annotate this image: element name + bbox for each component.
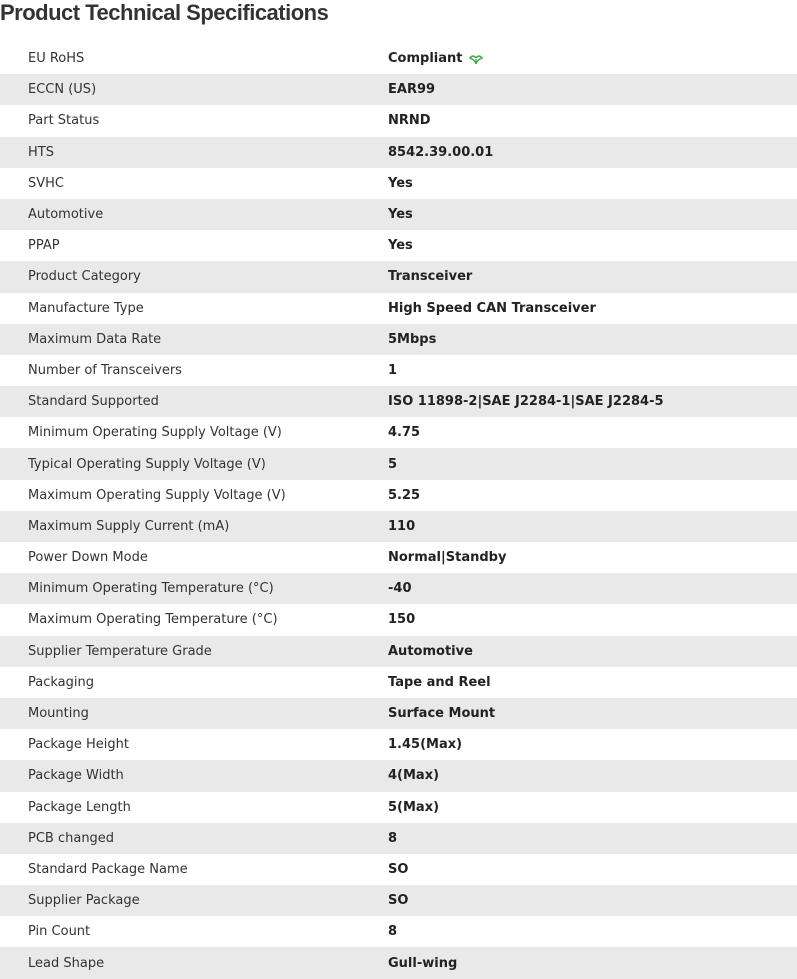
spec-value-text: 4.75 bbox=[388, 425, 421, 441]
spec-row bbox=[0, 698, 797, 729]
spec-value-text: 8542.39.00.01 bbox=[388, 144, 494, 160]
spec-value bbox=[388, 145, 797, 160]
spec-value-text: Yes bbox=[388, 238, 413, 254]
spec-row bbox=[0, 293, 797, 324]
spec-value-text: NRND bbox=[388, 113, 431, 129]
spec-label: HTS bbox=[28, 144, 54, 160]
spec-label: Lead Shape bbox=[28, 955, 105, 971]
spec-label: Maximum Operating Temperature (°C) bbox=[28, 612, 278, 628]
spec-row bbox=[0, 168, 797, 199]
spec-label: Minimum Operating Temperature (°C) bbox=[28, 581, 274, 597]
spec-row bbox=[0, 43, 797, 74]
spec-value bbox=[388, 488, 797, 503]
spec-label: Supplier Temperature Grade bbox=[28, 643, 212, 659]
spec-label: Mounting bbox=[28, 706, 89, 722]
spec-value-text: Gull-wing bbox=[388, 955, 458, 971]
spec-row bbox=[0, 105, 797, 136]
spec-row bbox=[0, 573, 797, 604]
spec-row bbox=[0, 230, 797, 261]
spec-value-text: 150 bbox=[388, 612, 416, 628]
spec-value-text: 5 bbox=[388, 456, 398, 472]
spec-value-text: 8 bbox=[388, 924, 398, 940]
spec-value-text: 5(Max) bbox=[388, 799, 440, 815]
spec-value-text: 8 bbox=[388, 830, 398, 846]
spec-value bbox=[388, 924, 797, 939]
spec-value-text: SO bbox=[388, 861, 409, 877]
spec-row bbox=[0, 854, 797, 885]
spec-value bbox=[388, 550, 797, 565]
spec-value bbox=[388, 675, 797, 690]
spec-value bbox=[388, 113, 797, 128]
spec-value bbox=[388, 893, 797, 908]
spec-value bbox=[388, 301, 797, 316]
spec-value-text: Yes bbox=[388, 175, 413, 191]
spec-label: Maximum Data Rate bbox=[28, 331, 162, 347]
spec-label: Power Down Mode bbox=[28, 550, 148, 566]
spec-value-text: High Speed CAN Transceiver bbox=[388, 300, 596, 316]
spec-label: Product Category bbox=[28, 269, 141, 285]
spec-row bbox=[0, 355, 797, 386]
spec-row bbox=[0, 947, 797, 978]
spec-value bbox=[388, 425, 797, 440]
spec-value bbox=[388, 581, 797, 596]
spec-row bbox=[0, 542, 797, 573]
spec-row bbox=[0, 74, 797, 105]
spec-row bbox=[0, 417, 797, 448]
spec-label: Standard Package Name bbox=[28, 861, 188, 877]
spec-label: Standard Supported bbox=[28, 394, 159, 410]
spec-value bbox=[388, 363, 797, 378]
spec-row bbox=[0, 636, 797, 667]
spec-value-text: Tape and Reel bbox=[388, 674, 491, 690]
spec-row bbox=[0, 792, 797, 823]
spec-label: PCB changed bbox=[28, 830, 115, 846]
spec-label: Package Width bbox=[28, 768, 124, 784]
spec-row bbox=[0, 729, 797, 760]
spec-value bbox=[388, 644, 797, 659]
spec-value bbox=[388, 737, 797, 752]
spec-label: SVHC bbox=[28, 175, 64, 191]
spec-value-text: SO bbox=[388, 893, 409, 909]
spec-row bbox=[0, 667, 797, 698]
spec-row bbox=[0, 324, 797, 355]
spec-value bbox=[388, 612, 797, 627]
spec-row bbox=[0, 480, 797, 511]
spec-row bbox=[0, 604, 797, 635]
spec-value bbox=[388, 768, 797, 783]
spec-label: EU RoHS bbox=[28, 51, 85, 67]
spec-value-text: ISO 11898-2|SAE J2284-1|SAE J2284-5 bbox=[388, 394, 664, 410]
spec-value-text: Yes bbox=[388, 207, 413, 223]
spec-row bbox=[0, 885, 797, 916]
spec-value bbox=[388, 332, 797, 347]
spec-value-text: Compliant bbox=[388, 51, 463, 67]
spec-value bbox=[388, 457, 797, 472]
spec-value-text: Surface Mount bbox=[388, 706, 496, 722]
spec-label: Number of Transceivers bbox=[28, 362, 182, 378]
spec-row bbox=[0, 261, 797, 292]
spec-row bbox=[0, 760, 797, 791]
spec-value-text: 4(Max) bbox=[388, 768, 440, 784]
spec-label: PPAP bbox=[28, 238, 60, 254]
spec-value-text: Automotive bbox=[388, 643, 473, 659]
spec-value bbox=[388, 831, 797, 846]
spec-value-text: 1.45(Max) bbox=[388, 737, 463, 753]
spec-row bbox=[0, 386, 797, 417]
spec-value-text: 5.25 bbox=[388, 487, 421, 503]
spec-value-text: EAR99 bbox=[388, 82, 436, 98]
spec-label: Minimum Operating Supply Voltage (V) bbox=[28, 425, 282, 441]
leaf-icon bbox=[469, 53, 483, 65]
spec-label: Part Status bbox=[28, 113, 100, 129]
spec-value-text: -40 bbox=[388, 581, 412, 597]
spec-value-text: 110 bbox=[388, 518, 416, 534]
spec-label: ECCN (US) bbox=[28, 82, 97, 98]
spec-row bbox=[0, 916, 797, 947]
spec-value bbox=[388, 269, 797, 284]
spec-value-text: 5Mbps bbox=[388, 331, 437, 347]
spec-label: Typical Operating Supply Voltage (V) bbox=[28, 456, 266, 472]
spec-row bbox=[0, 199, 797, 230]
page-title: Product Technical Specifications bbox=[0, 0, 329, 25]
spec-value bbox=[388, 176, 797, 191]
spec-value-text: 1 bbox=[388, 362, 398, 378]
spec-table bbox=[0, 43, 797, 979]
spec-value bbox=[388, 238, 797, 253]
spec-value bbox=[388, 519, 797, 534]
spec-value bbox=[388, 956, 797, 971]
spec-value bbox=[388, 706, 797, 721]
spec-label: Supplier Package bbox=[28, 893, 140, 909]
spec-label: Manufacture Type bbox=[28, 300, 144, 316]
spec-value bbox=[388, 862, 797, 877]
spec-label: Pin Count bbox=[28, 924, 91, 940]
spec-label: Package Length bbox=[28, 799, 131, 815]
spec-value bbox=[388, 82, 797, 97]
spec-label: Maximum Supply Current (mA) bbox=[28, 518, 230, 534]
spec-value-text: Transceiver bbox=[388, 269, 473, 285]
spec-row bbox=[0, 448, 797, 479]
spec-row bbox=[0, 511, 797, 542]
spec-label: Maximum Operating Supply Voltage (V) bbox=[28, 487, 286, 503]
spec-value bbox=[388, 394, 797, 409]
spec-row bbox=[0, 823, 797, 854]
spec-label: Automotive bbox=[28, 207, 104, 223]
spec-value bbox=[388, 207, 797, 222]
spec-value-text: Normal|Standby bbox=[388, 550, 507, 566]
spec-label: Packaging bbox=[28, 674, 94, 690]
spec-row bbox=[0, 137, 797, 168]
spec-value bbox=[388, 800, 797, 815]
spec-label: Package Height bbox=[28, 737, 129, 753]
spec-value bbox=[388, 51, 797, 66]
